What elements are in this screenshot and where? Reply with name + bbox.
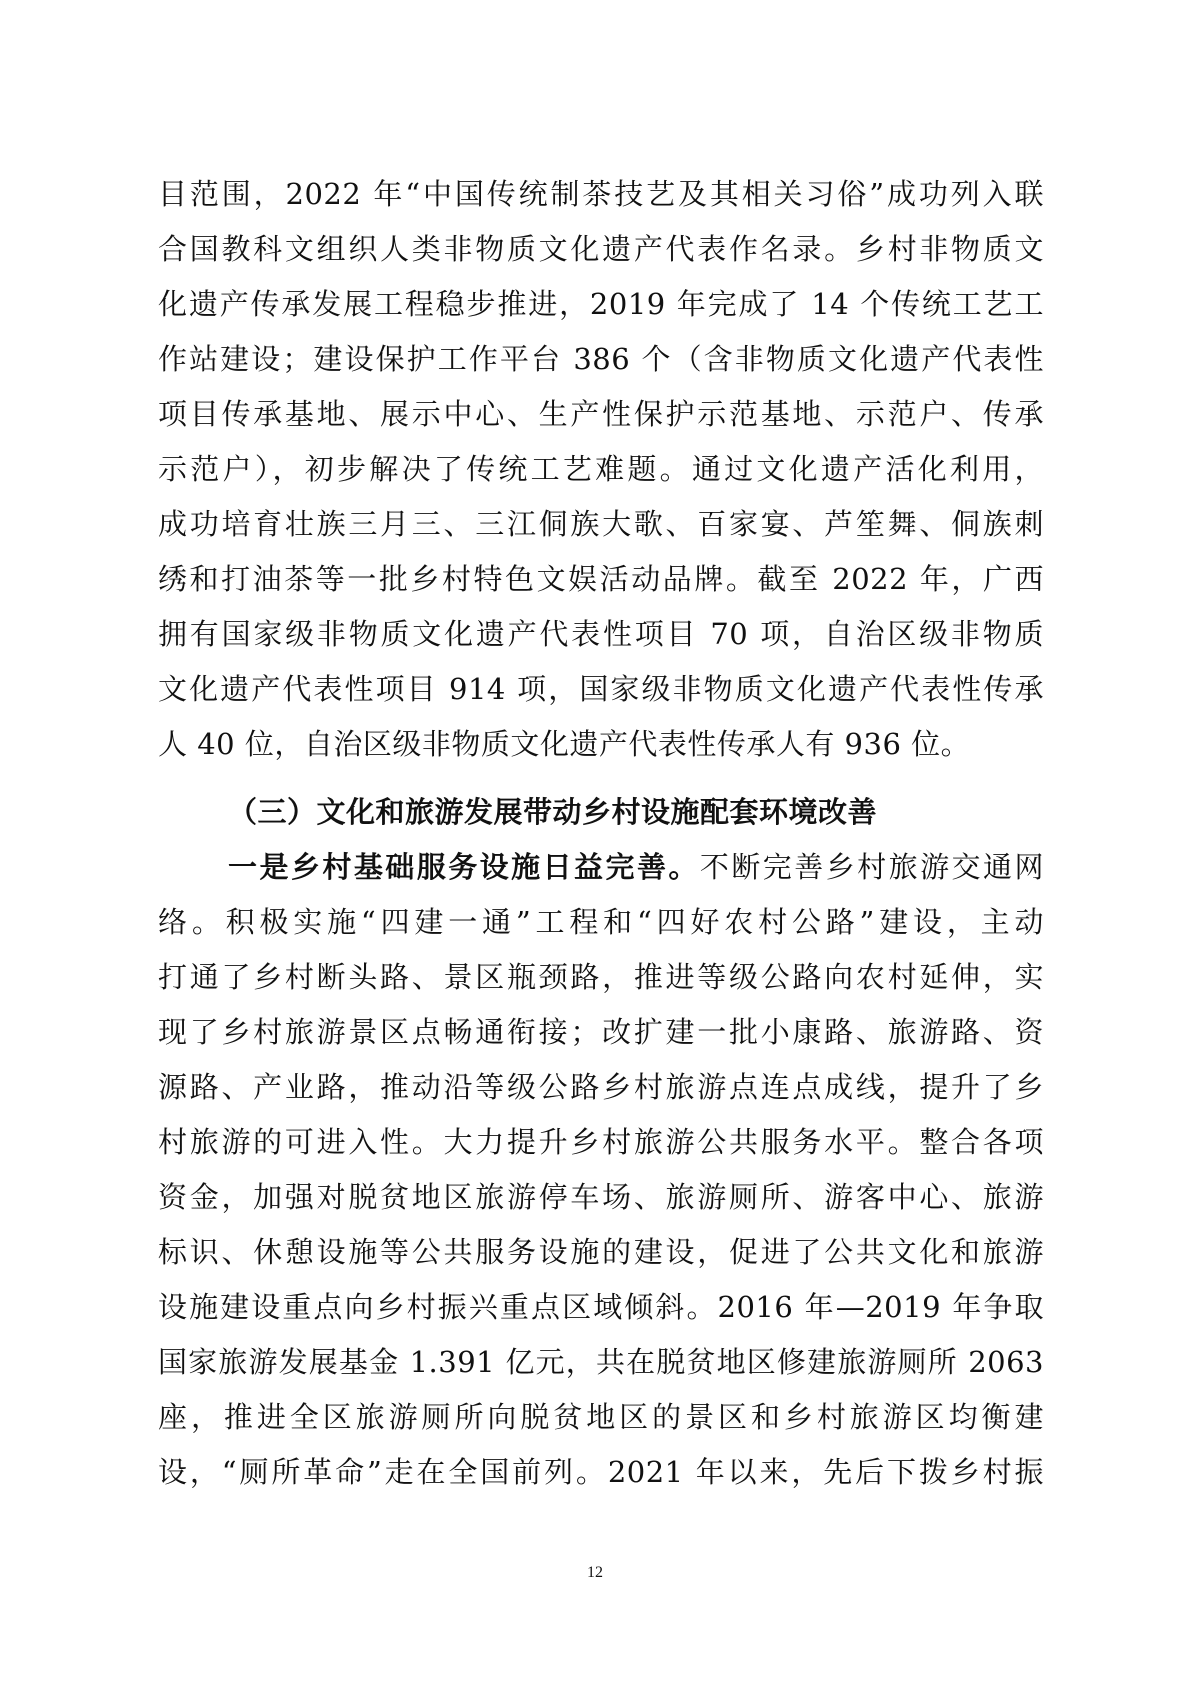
first-line-text: 不断完善乡村旅游交通网 [699,850,1044,884]
text-line: 示范户），初步解决了传统工艺难题。通过文化遗产活化利用， [158,452,1044,486]
text-line: 成功培育壮族三月三、三江侗族大歌、百家宴、芦笙舞、侗族刺 [158,507,1044,541]
paragraph-infrastructure [158,840,1044,1500]
text-line-first [158,840,1044,895]
text-line: 村旅游的可进入性。大力提升乡村旅游公共服务水平。整合各项 [158,1125,1044,1159]
text-line: 现了乡村旅游景区点畅通衔接；改扩建一批小康路、旅游路、资 [158,1015,1044,1049]
paragraph-heritage [158,167,1044,772]
text-line: 项目传承基地、展示中心、生产性保护示范基地、示范户、传承 [158,397,1044,431]
text-line: 目范围，2022 年“中国传统制茶技艺及其相关习俗”成功列入联 [158,177,1044,211]
text-line: 座，推进全区旅游厕所向脱贫地区的景区和乡村旅游区均衡建 [158,1400,1044,1434]
text-line: 打通了乡村断头路、景区瓶颈路，推进等级公路向农村延伸，实 [158,960,1044,994]
section-heading: （三）文化和旅游发展带动乡村设施配套环境改善 [228,795,878,829]
text-line: 作站建设；建设保护工作平台 386 个（含非物质文化遗产代表性 [158,342,1044,376]
text-line: 标识、休憩设施等公共服务设施的建设，促进了公共文化和旅游 [158,1235,1044,1269]
text-line: 人 40 位，自治区级非物质文化遗产代表性传承人有 936 位。 [158,727,971,761]
text-line: 络。积极实施“四建一通”工程和“四好农村公路”建设，主动 [158,905,1044,939]
text-line: 设，“厕所革命”走在全国前列。2021 年以来，先后下拨乡村振 [158,1455,1044,1489]
text-line: 拥有国家级非物质文化遗产代表性项目 70 项，自治区级非物质 [158,617,1044,651]
text-line: 设施建设重点向乡村振兴重点区域倾斜。2016 年—2019 年争取 [158,1290,1044,1324]
text-line: 国家旅游发展基金 1.391 亿元，共在脱贫地区修建旅游厕所 2063 [158,1345,1044,1379]
page-number: 12 [587,1564,603,1581]
text-line: 源路、产业路，推动沿等级公路乡村旅游点连点成线，提升了乡 [158,1070,1044,1104]
text-line: 化遗产传承发展工程稳步推进，2019 年完成了 14 个传统工艺工 [158,287,1044,321]
text-line: 文化遗产代表性项目 914 项，国家级非物质文化遗产代表性传承 [158,672,1044,706]
paragraph-lead: 一是乡村基础服务设施日益完善。 [228,850,700,884]
text-line: 合国教科文组织人类非物质文化遗产代表作名录。乡村非物质文 [158,232,1044,266]
text-line: 绣和打油茶等一批乡村特色文娱活动品牌。截至 2022 年，广西 [158,562,1044,596]
text-line: 资金，加强对脱贫地区旅游停车场、旅游厕所、游客中心、旅游 [158,1180,1044,1214]
